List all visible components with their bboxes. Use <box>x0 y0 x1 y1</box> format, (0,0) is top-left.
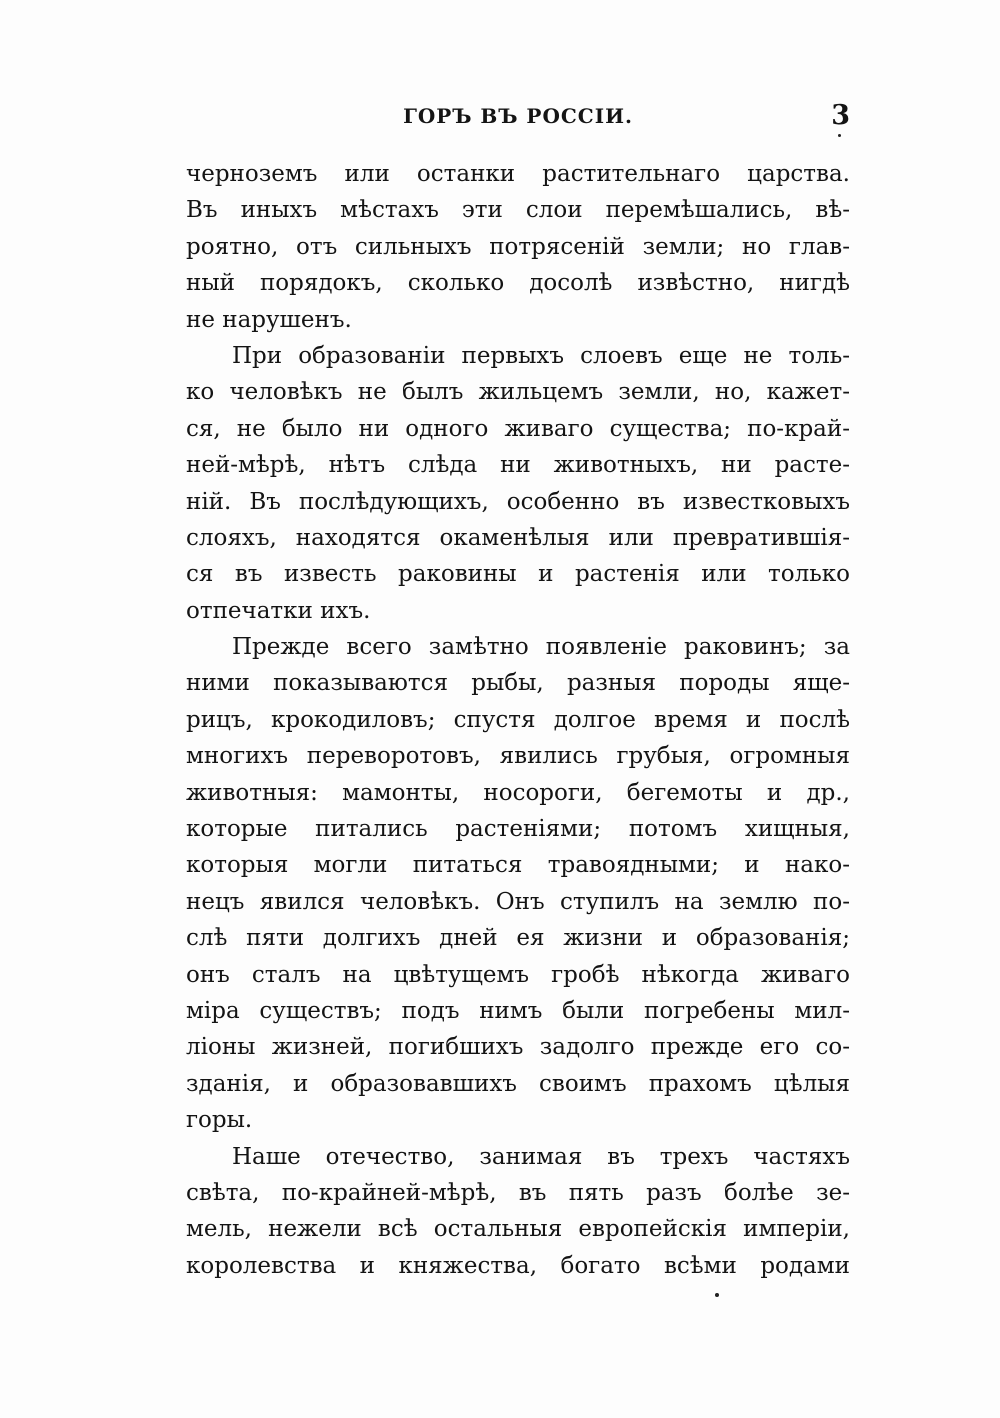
text-line: онъ сталъ на цвѣтущемъ гробѣ нѣкогда живаго <box>186 961 850 988</box>
text-line: ней-мѣрѣ, нѣтъ слѣда ни животныхъ, ни расте- <box>186 452 850 479</box>
text-line: Прежде всего замѣтно появленіе раковинъ; за <box>232 634 850 661</box>
text-line: роятно, отъ сильныхъ потрясеній земли; но глав- <box>186 233 850 260</box>
text-line: которые питались растеніями; потомъ хищныя, <box>186 816 850 843</box>
text-line: которыя могли питаться травоядными; и нако- <box>186 852 850 879</box>
page-number: 3 <box>831 100 850 131</box>
text-line: зданія, и образовавшихъ своимъ прахомъ цѣлыя <box>186 1070 850 1097</box>
page-header <box>186 100 850 140</box>
text-line: рицъ, крокодиловъ; спустя долгое время и послѣ <box>186 706 850 733</box>
text-line: слѣ пяти долгихъ дней ея жизни и образованія; <box>186 925 850 952</box>
text-line: горы. <box>186 1107 253 1134</box>
text-line: ліоны жизней, погибшихъ задолго прежде его со- <box>186 1034 850 1061</box>
text-line: При образованіи первыхъ слоевъ еще не толь- <box>232 342 850 369</box>
text-line: отпечатки ихъ. <box>186 597 371 624</box>
print-speck <box>838 134 841 137</box>
text-line: Наше отечество, занимая въ трехъ частяхъ <box>232 1143 850 1170</box>
running-title: ГОРЪ ВЪ РОССІИ. <box>403 104 633 128</box>
text-line: нецъ явился человѣкъ. Онъ ступилъ на землю по- <box>186 888 850 915</box>
text-line: королевства и княжества, богато всѣми родами <box>186 1252 850 1279</box>
text-line: ко человѣкъ не былъ жильцемъ земли, но, кажет- <box>186 379 850 406</box>
text-line: свѣта, по-крайней-мѣрѣ, въ пять разъ болѣе зе- <box>186 1179 850 1206</box>
text-line: ся въ известь раковины и растенія или только <box>186 561 850 588</box>
text-line: многихъ переворотовъ, явились грубыя, огромныя <box>186 743 850 770</box>
body-text <box>186 156 850 1284</box>
signature-mark <box>715 1293 719 1297</box>
text-line: мель, нежели всѣ остальныя европейскія имперіи, <box>186 1216 850 1243</box>
text-line: ними показываются рыбы, разныя породы ящe- <box>186 670 850 697</box>
text-line: не нарушенъ. <box>186 306 352 333</box>
text-line: міра существъ; подъ нимъ были погребены мил- <box>186 997 850 1024</box>
text-line: Въ иныхъ мѣстахъ эти слои перемѣшались, вѣ- <box>186 197 850 224</box>
text-line: ся, не было ни одного живаго существа; по-край- <box>186 415 850 442</box>
text-line: ній. Въ послѣдующихъ, особенно въ известковыхъ <box>186 488 850 515</box>
text-line: черноземъ или останки растительнаго царства. <box>186 161 850 187</box>
text-line: животныя: мамонты, носороги, бегемоты и др., <box>186 779 850 806</box>
text-line: ный порядокъ, сколько досолѣ извѣстно, нигдѣ <box>186 270 850 297</box>
text-line: слояхъ, находятся окаменѣлыя или превратившія- <box>186 524 850 551</box>
